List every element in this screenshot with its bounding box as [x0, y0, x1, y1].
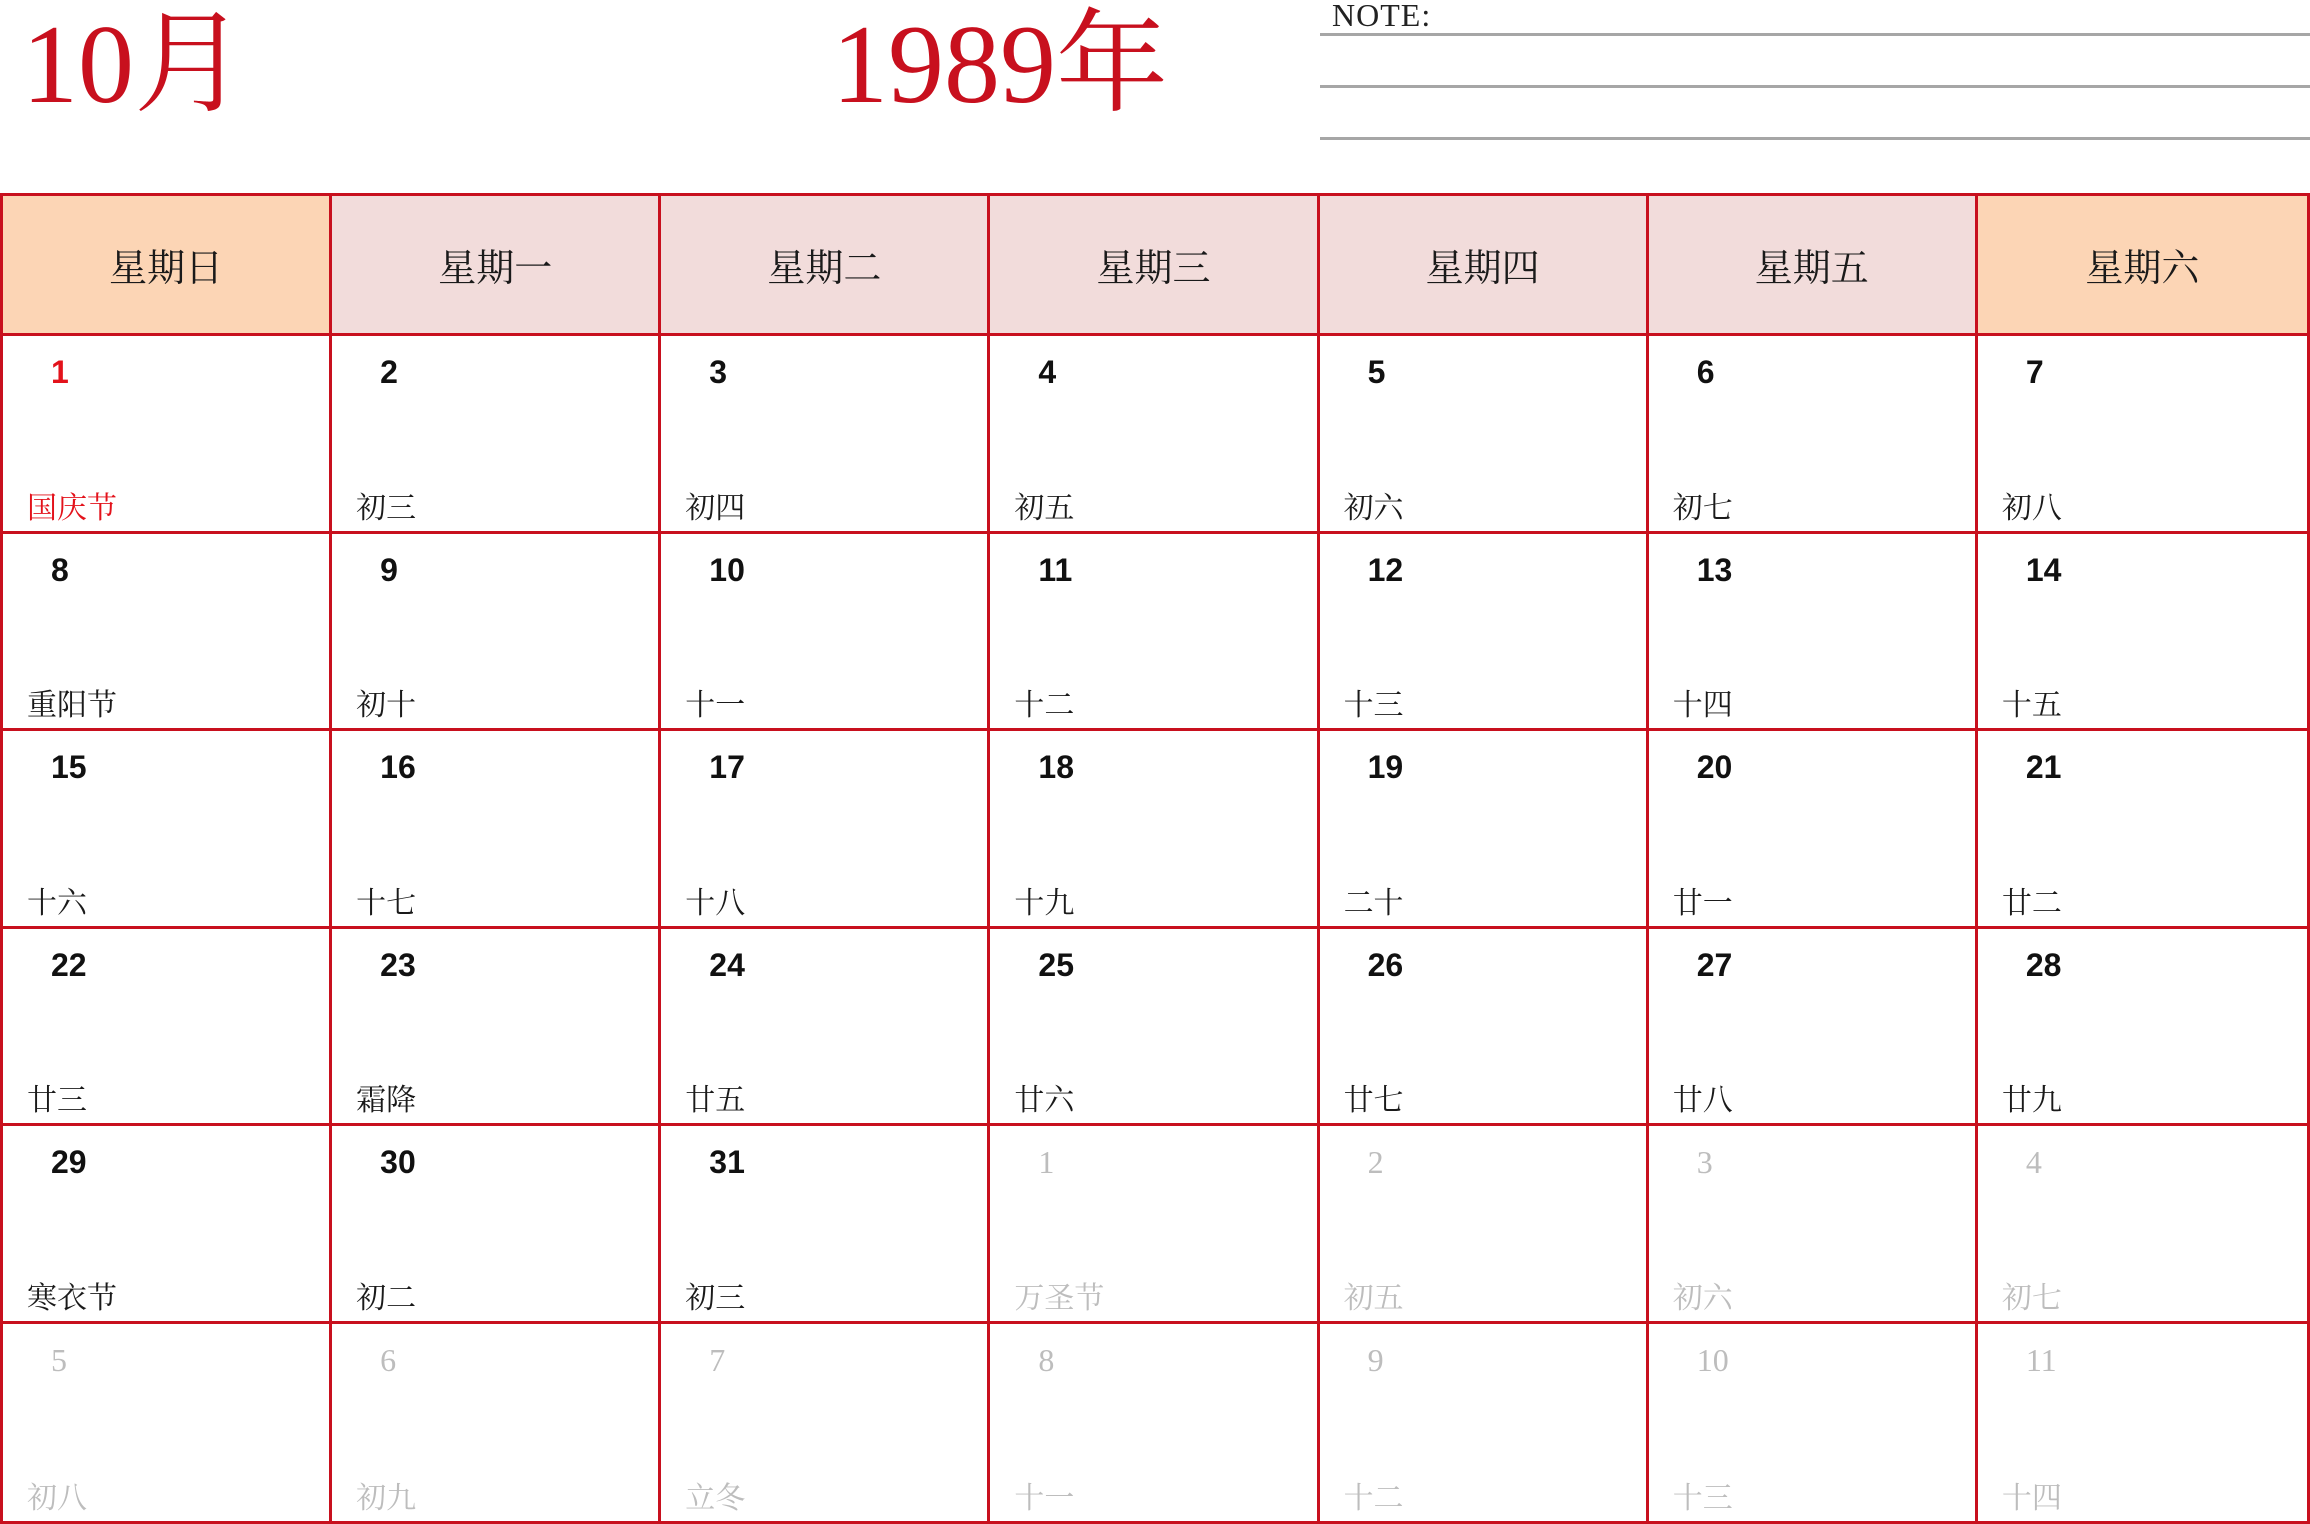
lunar-date-label: 十二	[1343, 1481, 1404, 1516]
lunar-date-label: 初四	[685, 490, 746, 526]
lunar-date-label: 初五	[1014, 490, 1075, 526]
day-cell[interactable]	[661, 336, 990, 534]
day-number: 29	[51, 1144, 87, 1180]
day-cell-other-month[interactable]	[1978, 1324, 2307, 1522]
day-cell-other-month[interactable]	[1320, 1324, 1649, 1522]
day-cell-other-month[interactable]	[1320, 1126, 1649, 1324]
day-cell[interactable]	[332, 731, 661, 929]
day-number: 28	[2025, 946, 2062, 983]
day-number: 5	[1367, 354, 1386, 390]
day-number: 30	[380, 1144, 416, 1180]
lunar-date-label: 初十	[356, 688, 417, 723]
day-number: 18	[1038, 749, 1075, 785]
day-cell[interactable]	[3, 929, 332, 1127]
day-number: 15	[51, 749, 87, 785]
lunar-date-label: 寒衣节	[27, 1280, 117, 1316]
day-number: 17	[709, 749, 745, 785]
lunar-date-label: 初八	[2001, 490, 2062, 526]
day-cell[interactable]	[1649, 929, 1978, 1127]
day-number: 1	[51, 354, 69, 390]
day-cell[interactable]	[332, 1126, 661, 1324]
day-cell[interactable]	[332, 929, 661, 1127]
day-number: 2	[380, 354, 398, 390]
day-cell[interactable]	[1320, 929, 1649, 1127]
lunar-date-label: 十九	[1014, 885, 1075, 921]
lunar-date-label: 廿七	[1343, 1083, 1404, 1118]
day-cell[interactable]	[3, 731, 332, 929]
day-number: 2	[1367, 1144, 1384, 1180]
day-number: 5	[51, 1341, 67, 1378]
day-cell-other-month[interactable]	[990, 1324, 1319, 1522]
lunar-date-label: 十六	[27, 885, 87, 921]
lunar-date-label: 廿二	[2001, 885, 2062, 921]
day-cell[interactable]	[332, 336, 661, 534]
day-number: 26	[1367, 946, 1404, 983]
day-cell[interactable]	[990, 336, 1319, 534]
calendar-grid	[0, 193, 2310, 1524]
day-number: 7	[709, 1341, 726, 1378]
lunar-date-label: 十七	[356, 885, 417, 921]
lunar-date-label: 初七	[2001, 1280, 2062, 1316]
day-number: 8	[1038, 1341, 1055, 1378]
weekday-header-sunday: 星期日	[3, 196, 332, 336]
day-number: 10	[1696, 1341, 1729, 1378]
day-number: 21	[2025, 749, 2062, 785]
lunar-date-label: 十三	[1672, 1481, 1733, 1516]
lunar-date-label: 立冬	[685, 1481, 746, 1516]
day-number: 7	[2025, 354, 2044, 390]
day-number: 24	[709, 946, 745, 983]
day-number: 4	[1038, 354, 1057, 390]
weekday-header-monday: 星期一	[332, 196, 661, 336]
weekday-header-tuesday: 星期二	[661, 196, 990, 336]
lunar-date-label: 十一	[1014, 1481, 1075, 1516]
lunar-date-label: 初六	[1343, 490, 1404, 526]
month-title: 10月	[22, 3, 246, 127]
day-cell[interactable]	[1320, 336, 1649, 534]
day-cell[interactable]	[1978, 534, 2307, 732]
lunar-date-label: 初二	[356, 1280, 417, 1316]
day-cell-other-month[interactable]	[1649, 1126, 1978, 1324]
day-cell[interactable]	[3, 1126, 332, 1324]
day-cell[interactable]	[990, 534, 1319, 732]
day-number: 19	[1367, 749, 1404, 785]
day-cell-other-month[interactable]	[1978, 1126, 2307, 1324]
lunar-date-label: 初九	[356, 1481, 417, 1516]
day-cell-other-month[interactable]	[332, 1324, 661, 1522]
day-number: 13	[1696, 551, 1733, 588]
day-cell[interactable]	[990, 929, 1319, 1127]
lunar-date-label: 初七	[1672, 490, 1733, 526]
day-cell[interactable]	[1320, 731, 1649, 929]
lunar-date-label: 十二	[1014, 688, 1075, 723]
day-number: 8	[51, 551, 69, 588]
weekday-header-thursday: 星期四	[1320, 196, 1649, 336]
day-number: 9	[380, 551, 398, 588]
lunar-date-label: 初三	[685, 1280, 746, 1316]
lunar-date-label: 十八	[685, 885, 746, 921]
lunar-date-label: 廿六	[1014, 1083, 1075, 1118]
lunar-date-label: 十四	[2001, 1481, 2062, 1516]
lunar-date-label: 十五	[2001, 688, 2062, 723]
day-number: 23	[380, 946, 416, 983]
day-number: 6	[1696, 354, 1715, 390]
day-cell[interactable]	[990, 731, 1319, 929]
lunar-date-label: 廿九	[2001, 1083, 2062, 1118]
day-cell-other-month[interactable]	[990, 1126, 1319, 1324]
day-cell[interactable]	[3, 336, 332, 534]
year-title: 1989年	[832, 3, 1168, 127]
day-number: 27	[1696, 946, 1733, 983]
day-cell[interactable]	[661, 1126, 990, 1324]
day-cell-other-month[interactable]	[661, 1324, 990, 1522]
day-number: 6	[380, 1341, 397, 1378]
day-number: 31	[709, 1144, 745, 1180]
lunar-date-label: 十一	[685, 688, 746, 723]
note-line	[1320, 85, 2310, 88]
day-cell-other-month[interactable]	[1649, 1324, 1978, 1522]
lunar-date-label: 二十	[1343, 885, 1404, 921]
day-cell[interactable]	[1649, 534, 1978, 732]
note-line	[1320, 137, 2310, 140]
day-cell[interactable]	[661, 731, 990, 929]
day-cell-other-month[interactable]	[3, 1324, 332, 1522]
lunar-date-label: 初三	[356, 490, 417, 526]
day-number: 11	[1038, 551, 1073, 588]
note-label: NOTE:	[1332, 0, 1432, 33]
day-number: 10	[709, 551, 745, 588]
lunar-date-label: 初五	[1343, 1280, 1404, 1316]
note-line	[1320, 33, 2310, 36]
day-number: 16	[380, 749, 416, 785]
weekday-header-friday: 星期五	[1649, 196, 1978, 336]
lunar-date-label: 廿五	[685, 1083, 746, 1118]
day-number: 9	[1367, 1341, 1384, 1378]
note-area	[1320, 0, 2310, 140]
day-number: 14	[2025, 551, 2062, 588]
lunar-date-label: 初八	[27, 1481, 87, 1516]
day-number: 4	[2025, 1144, 2042, 1180]
day-cell[interactable]	[1649, 336, 1978, 534]
day-cell[interactable]	[332, 534, 661, 732]
lunar-date-label: 国庆节	[27, 490, 117, 526]
day-cell[interactable]	[1978, 929, 2307, 1127]
day-number: 12	[1367, 551, 1404, 588]
day-number: 25	[1038, 946, 1075, 983]
day-number: 22	[51, 946, 87, 983]
lunar-date-label: 初六	[1672, 1280, 1733, 1316]
day-number: 3	[1696, 1144, 1713, 1180]
day-number: 11	[2025, 1341, 2057, 1378]
day-cell[interactable]	[661, 929, 990, 1127]
day-cell[interactable]	[1978, 731, 2307, 929]
lunar-date-label: 廿三	[27, 1083, 87, 1118]
weekday-header-wednesday: 星期三	[990, 196, 1319, 336]
lunar-date-label: 廿一	[1672, 885, 1733, 921]
day-cell[interactable]	[1978, 336, 2307, 534]
lunar-date-label: 十三	[1343, 688, 1404, 723]
lunar-date-label: 廿八	[1672, 1083, 1733, 1118]
lunar-date-label: 万圣节	[1014, 1280, 1105, 1316]
day-number: 20	[1696, 749, 1733, 785]
day-cell[interactable]	[661, 534, 990, 732]
day-number: 3	[709, 354, 728, 390]
day-cell[interactable]	[3, 534, 332, 732]
lunar-date-label: 十四	[1672, 688, 1733, 723]
lunar-date-label: 霜降	[356, 1083, 417, 1118]
day-cell[interactable]	[1320, 534, 1649, 732]
lunar-date-label: 重阳节	[27, 688, 117, 723]
day-cell[interactable]	[1649, 731, 1978, 929]
weekday-header-saturday: 星期六	[1978, 196, 2307, 336]
day-number: 1	[1038, 1144, 1055, 1180]
